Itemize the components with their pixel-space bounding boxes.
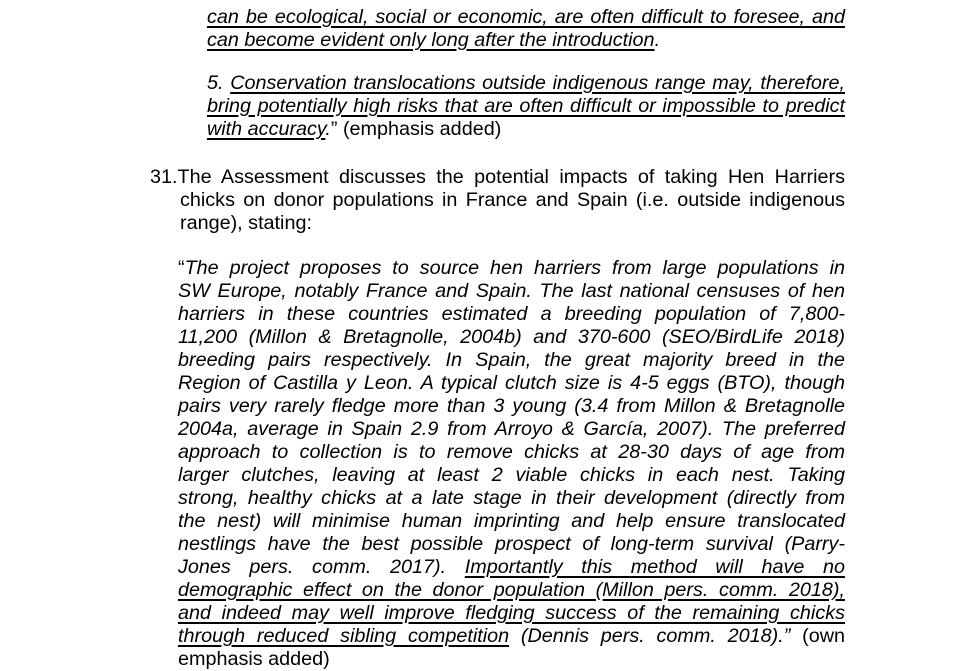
document-page bbox=[0, 6, 976, 670]
quoted-guideline-5 bbox=[207, 72, 845, 141]
text-segment: Region of Castilla y Leon. A typical clutch size is 4-5 eggs (BTO), though bbox=[178, 372, 845, 394]
text-segment: . bbox=[325, 118, 331, 140]
text-line bbox=[178, 441, 845, 464]
quoted-guideline-4-continuation bbox=[207, 6, 845, 52]
text-line bbox=[178, 533, 845, 556]
text-line bbox=[178, 510, 845, 533]
text-segment: range), stating: bbox=[180, 212, 312, 234]
text-segment: Jones pers. comm. 2017). bbox=[178, 556, 465, 578]
text-line bbox=[178, 257, 845, 280]
text-segment: 2004a, average in Spain 2.9 from Arroyo & García, 2007). The preferred bbox=[178, 418, 845, 440]
text-line bbox=[207, 95, 845, 118]
text-segment: 5. bbox=[207, 72, 231, 94]
text-segment: breeding pairs respectively. In Spain, the great majority breed in the bbox=[178, 349, 845, 371]
text-segment: and indeed may well improve fledging success of the remaining chicks bbox=[178, 602, 845, 624]
text-line bbox=[178, 464, 845, 487]
text-line bbox=[178, 579, 845, 602]
text-segment: approach to collection is to remove chicks at 28-30 days of age from bbox=[178, 441, 845, 463]
text-segment: harriers in these countries estimated a breeding population of 7,800- bbox=[178, 303, 845, 325]
text-segment: pairs very rarely fledge more than 3 young (3.4 from Millon & Bretagnolle bbox=[178, 395, 845, 417]
text-segment: through reduced sibling competition bbox=[178, 625, 510, 647]
text-line bbox=[178, 487, 845, 510]
text-segment: (own bbox=[790, 625, 845, 647]
text-line bbox=[178, 602, 845, 625]
text-segment: chicks on donor populations in France and Spain (i.e. outside indigenous bbox=[180, 189, 845, 211]
text-segment: can be ecological, social or economic, are often difficult to foresee, and bbox=[207, 6, 845, 28]
text-segment: larger clutches, leaving at least 2 viable chicks in each nest. Taking bbox=[178, 464, 845, 486]
text-segment: ” (emphasis added) bbox=[330, 118, 502, 140]
text-segment: The project proposes to source hen harriers from large populations in bbox=[184, 257, 845, 279]
text-segment: (Dennis pers. comm. 2018).” bbox=[509, 625, 791, 647]
text-segment: bring potentially high risks that are often difficult or impossible to predict bbox=[207, 95, 845, 117]
text-segment: strong, healthy chicks at a late stage in their development (directly from bbox=[178, 487, 845, 509]
text-line bbox=[207, 6, 845, 29]
text-line bbox=[207, 72, 845, 95]
text-line bbox=[150, 166, 845, 189]
text-segment: nestlings have the best possible prospect of long-term survival (Parry- bbox=[178, 533, 845, 555]
text-line bbox=[178, 326, 845, 349]
text-segment: emphasis added) bbox=[178, 648, 330, 670]
text-segment: “ bbox=[178, 257, 185, 279]
text-segment: The Assessment discusses the potential impacts of taking Hen Harriers bbox=[177, 166, 845, 188]
text-segment: with accuracy bbox=[207, 118, 326, 140]
text-line bbox=[178, 372, 845, 395]
text-line bbox=[178, 280, 845, 303]
quoted-assessment-passage bbox=[178, 257, 845, 671]
text-segment: Importantly this method will have no bbox=[464, 556, 846, 578]
text-segment: can become evident only long after the introduction bbox=[207, 29, 655, 51]
text-line bbox=[178, 556, 845, 579]
text-line bbox=[178, 418, 845, 441]
text-segment: SW Europe, notably France and Spain. The last national censuses of hen bbox=[178, 280, 845, 302]
paragraph-number: 31. bbox=[150, 166, 178, 188]
text-line bbox=[178, 349, 845, 372]
text-segment: demographic effect on the donor population (Millon pers. comm. 2018), bbox=[178, 579, 845, 601]
paragraph-31 bbox=[150, 166, 845, 235]
text-line bbox=[150, 189, 845, 212]
text-segment: 11,200 (Millon & Bretagnolle, 2004b) and 370-600 (SEO/BirdLife 2018) bbox=[178, 326, 845, 348]
text-segment: the nest) will minimise human imprinting and help ensure translocated bbox=[178, 510, 845, 532]
text-line bbox=[178, 625, 845, 648]
text-segment: . bbox=[654, 29, 661, 51]
text-line bbox=[178, 395, 845, 418]
text-segment: Conservation translocations outside indigenous range may, therefore, bbox=[230, 72, 845, 94]
text-line bbox=[178, 303, 845, 326]
